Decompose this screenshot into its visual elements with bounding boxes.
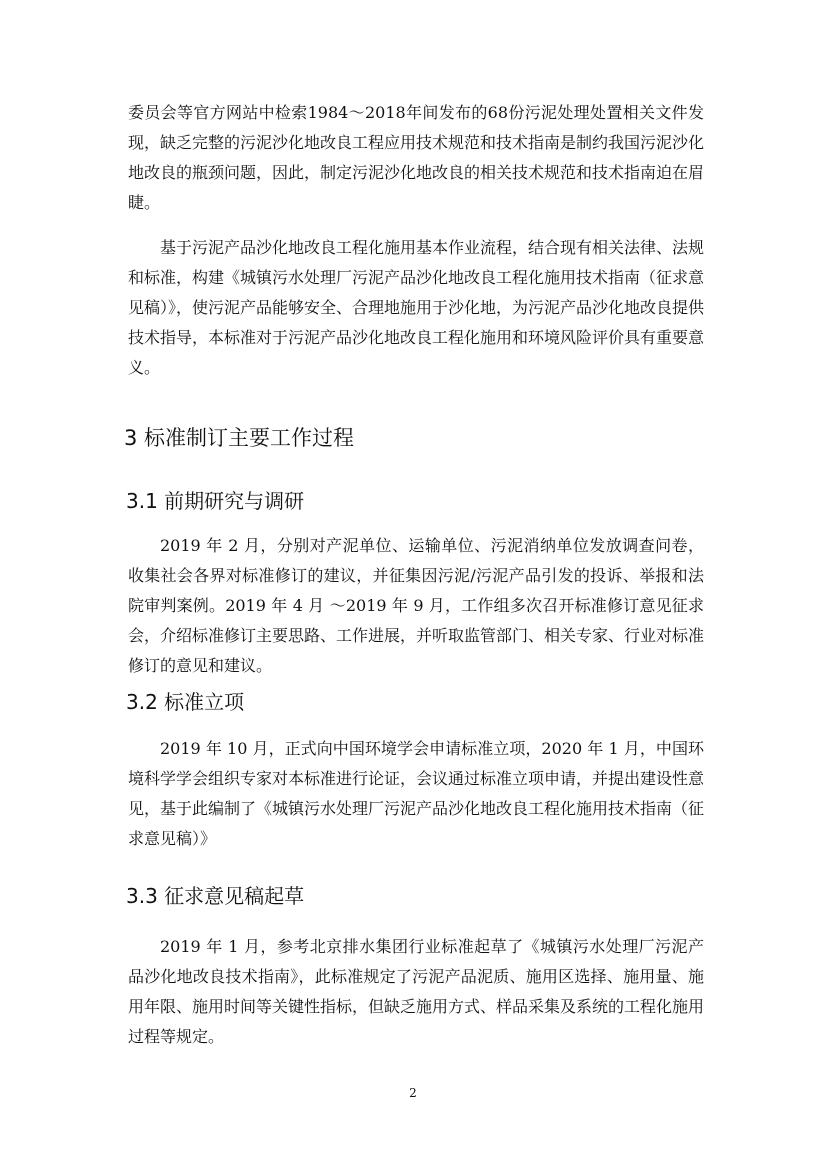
intro-paragraph-2-block	[128, 233, 704, 383]
intro-continued-block	[128, 98, 704, 218]
section-3-2-paragraph: 2019 年 10 月，正式向中国环境学会申请标准立项，2020 年 1 月，中国环境科学学会组织专家对本标准进行论证，会议通过标准立项申请，并提出建设性意见，基于此编制了《城镇污水处理厂污泥产品沙化地改良工程化施用技术指南（征求意见稿）》	[128, 739, 705, 848]
section-3-3-body-block	[128, 932, 704, 1052]
section-3-heading: 3 标准制订主要工作过程	[124, 426, 355, 450]
section-3-3-heading: 3.3 征求意见稿起草	[126, 884, 305, 908]
section-3-1-body-block	[128, 531, 704, 681]
section-3-1-heading: 3.1 前期研究与调研	[126, 489, 305, 513]
intro-paragraph-2: 基于污泥产品沙化地改良工程化施用基本作业流程，结合现有相关法律、法规和标准，构建《城镇污水处理厂污泥产品沙化地改良工程化施用技术指南（征求意见稿）》，使污泥产品能够安全、合理地施用于沙化地，为污泥产品沙化地改良提供技术指导，本标准对于污泥产品沙化地改良工程化施用和环境风险评价具有重要意义。	[128, 238, 705, 377]
section-3-1-paragraph: 2019 年 2 月，分别对产泥单位、运输单位、污泥消纳单位发放调查问卷，收集社会各界对标准修订的建议，并征集因污泥/污泥产品引发的投诉、举报和法院审判案例。2019 年 4 月 ～2019 年 9 月，工作组多次召开标准修订意见征求会，介绍标准修订主要思路、工作进展，并听取监管部门、相关专家、行业对标准修订的意见和建议。	[128, 536, 705, 675]
section-3-2-body-block	[128, 734, 704, 854]
page-number: 2	[409, 1086, 417, 1100]
intro-continued-paragraph: 委员会等官方网站中检索1984～2018年间发布的68份污泥处理处置相关文件发现，缺乏完整的污泥沙化地改良工程应用技术规范和技术指南是制约我国污泥沙化地改良的瓶颈问题，因此，制定污泥沙化地改良的相关技术规范和技术指南迫在眉睫。	[128, 103, 705, 212]
section-3-3-paragraph: 2019 年 1 月，参考北京排水集团行业标准起草了《城镇污水处理厂污泥产品沙化地改良技术指南》，此标准规定了污泥产品泥质、施用区选择、施用量、施用年限、施用时间等关键性指标，但缺乏施用方式、样品采集及系统的工程化施用过程等规定。	[128, 937, 705, 1046]
section-3-2-heading: 3.2 标准立项	[126, 690, 245, 714]
